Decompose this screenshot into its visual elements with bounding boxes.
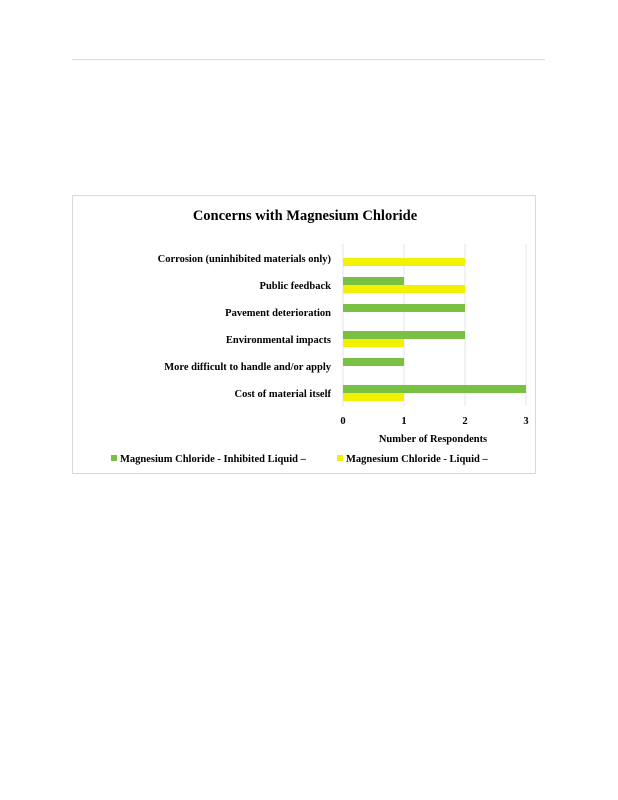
bar-inhibited-liquid [343,331,465,339]
x-axis-ticks [340,416,528,427]
gridlines [343,244,526,406]
bar-chart [73,196,537,475]
category-label: Corrosion (uninhibited materials only) [157,254,331,265]
bar-liquid [343,285,465,293]
x-tick-label: 0 [340,416,346,427]
chart-container [72,195,536,474]
category-label: Pavement deterioration [225,308,331,319]
bars [343,258,526,401]
legend-swatch-liquid [337,455,343,461]
legend [111,454,489,465]
bar-inhibited-liquid [343,358,404,366]
bar-liquid [343,339,404,347]
legend-label-liquid: Magnesium Chloride - Liquid – [346,454,488,465]
bar-inhibited-liquid [343,385,526,393]
chart-title: Concerns with Magnesium Chloride [192,208,418,224]
x-tick-label: 3 [523,416,529,427]
x-tick-label: 1 [401,416,407,427]
category-labels [158,254,332,400]
legend-label-inhibited-liquid: Magnesium Chloride - Inhibited Liquid – [120,454,306,465]
bar-inhibited-liquid [343,304,465,312]
category-label: More difficult to handle and/or apply [164,362,331,373]
bar-liquid [343,258,465,266]
category-label: Cost of material itself [234,389,331,400]
bar-inhibited-liquid [343,277,404,285]
category-label: Public feedback [259,281,331,292]
page-header-rule [72,59,545,60]
bar-liquid [343,393,404,401]
category-label: Environmental impacts [225,335,331,346]
legend-swatch-inhibited-liquid [111,455,117,461]
x-axis-label: Number of Respondents [378,434,488,445]
x-tick-label: 2 [462,416,468,427]
